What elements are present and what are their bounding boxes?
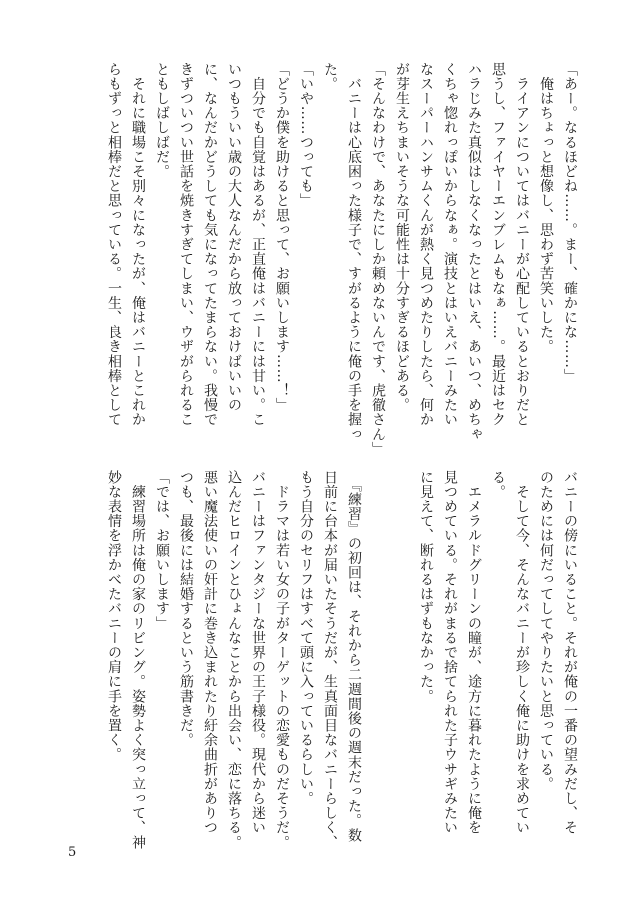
text-line: いつもういい歳の大人なんだから放っておけばいいの bbox=[226, 62, 242, 413]
text-line: 自分でも自覚はあるが、正直俺はバニーには甘い。こ bbox=[250, 62, 266, 427]
text-line: なスーパーハンサムくんが熱く見つめたりしたら、何か bbox=[418, 62, 434, 427]
text-line: ハラじみた真似はしなくなったとはいえ、あいつ、めちゃ bbox=[466, 62, 482, 442]
text-line: ライアンについてはバニーが心配しているとおりだと bbox=[514, 62, 530, 427]
text-line: 見つめている。それがまるで捨てられた子ウサギみたい bbox=[442, 470, 458, 835]
upper-text-block bbox=[102, 62, 582, 457]
text-line: に見えて、断れるはずもなかった。 bbox=[418, 470, 434, 704]
text-line bbox=[366, 470, 390, 844]
text-line: エメラルドグリーンの瞳が、途方に暮れたように俺を bbox=[466, 470, 482, 835]
text-line: 「どうか僕を助けると思って、お願いします……！」 bbox=[274, 62, 290, 413]
text-line: きずついつい世話を焼きすぎてしまい、ウザがられるこ bbox=[178, 62, 194, 427]
text-line: バニーはファンタジーな世界の王子様役。現代から迷い bbox=[250, 470, 266, 835]
text-line: 「いや……つっても」 bbox=[298, 62, 314, 208]
text-line: くちゃ惚れっぽいからなぁ。演技とはいえバニーみたい bbox=[442, 62, 458, 427]
text-line: バニーは心底困った様子で、すがるように俺の手を握っ bbox=[346, 62, 362, 442]
text-line: 思うし、ファイヤーエンブレムもなぁ……。最近はセク bbox=[490, 62, 506, 427]
text-line: 「そんなわけで、あなたにしか頼めないんです、虎徹さん」 bbox=[370, 62, 386, 457]
text-line: 悪い魔法使いの奸計に巻き込まれたり紆余曲折がありつ bbox=[202, 470, 218, 835]
text-line: それに職場こそ別々になったが、俺はバニーとこれか bbox=[130, 62, 146, 427]
text-line: もう自分のセリフはすべて頭に入っているらしい。 bbox=[298, 470, 314, 806]
text-line bbox=[390, 470, 414, 844]
text-line: 俺はちょっと想像し、思わず苦笑いした。 bbox=[538, 62, 554, 354]
lower-text-block bbox=[102, 470, 582, 850]
text-line: らもずっと相棒だと思っている。一生、良き相棒として bbox=[106, 62, 122, 427]
text-line: 『練習』の初回は、それから二週間後の週末だった。数 bbox=[346, 470, 362, 843]
text-line: ともしばしばだ。 bbox=[154, 62, 170, 179]
text-line: ドラマは若い女の子がターゲットの恋愛ものだそうだ。 bbox=[274, 470, 290, 850]
text-line: 込んだヒロインとひょんなことから出会い、恋に落ちる。 bbox=[226, 470, 242, 850]
text-line: 日前に台本が届いたそうだが、生真面目なバニーらしく、 bbox=[322, 470, 338, 850]
text-line: バニーの傍にいること。それが俺の一番の望みだし、そ bbox=[562, 470, 578, 835]
text-line: 「あー。なるほどね……。まー、確かにな……」 bbox=[562, 62, 578, 384]
text-line: そして今、そんなバニーが珍しく俺に助けを求めてい bbox=[514, 470, 530, 835]
text-line: る。 bbox=[490, 470, 506, 500]
page-number: 5 bbox=[68, 845, 77, 860]
text-line: つも、最後には結婚するという筋書きだ。 bbox=[178, 470, 194, 748]
text-line: のためには何だってしてやりたいと思っている。 bbox=[538, 470, 554, 792]
text-line: た。 bbox=[322, 62, 338, 92]
text-line: 妙な表情を浮かべたバニーの肩に手を置く。 bbox=[106, 470, 122, 762]
text-line: が芽生えちまいそうな可能性は十分すぎるほどある。 bbox=[394, 62, 410, 413]
text-line: 「では、お願いします」 bbox=[154, 470, 170, 631]
text-line: に、なんだかどうしても気になってたまらない。我慢で bbox=[202, 62, 218, 427]
text-line: 練習場所は俺の家のリビング。姿勢よく突っ立って、神 bbox=[130, 470, 146, 850]
